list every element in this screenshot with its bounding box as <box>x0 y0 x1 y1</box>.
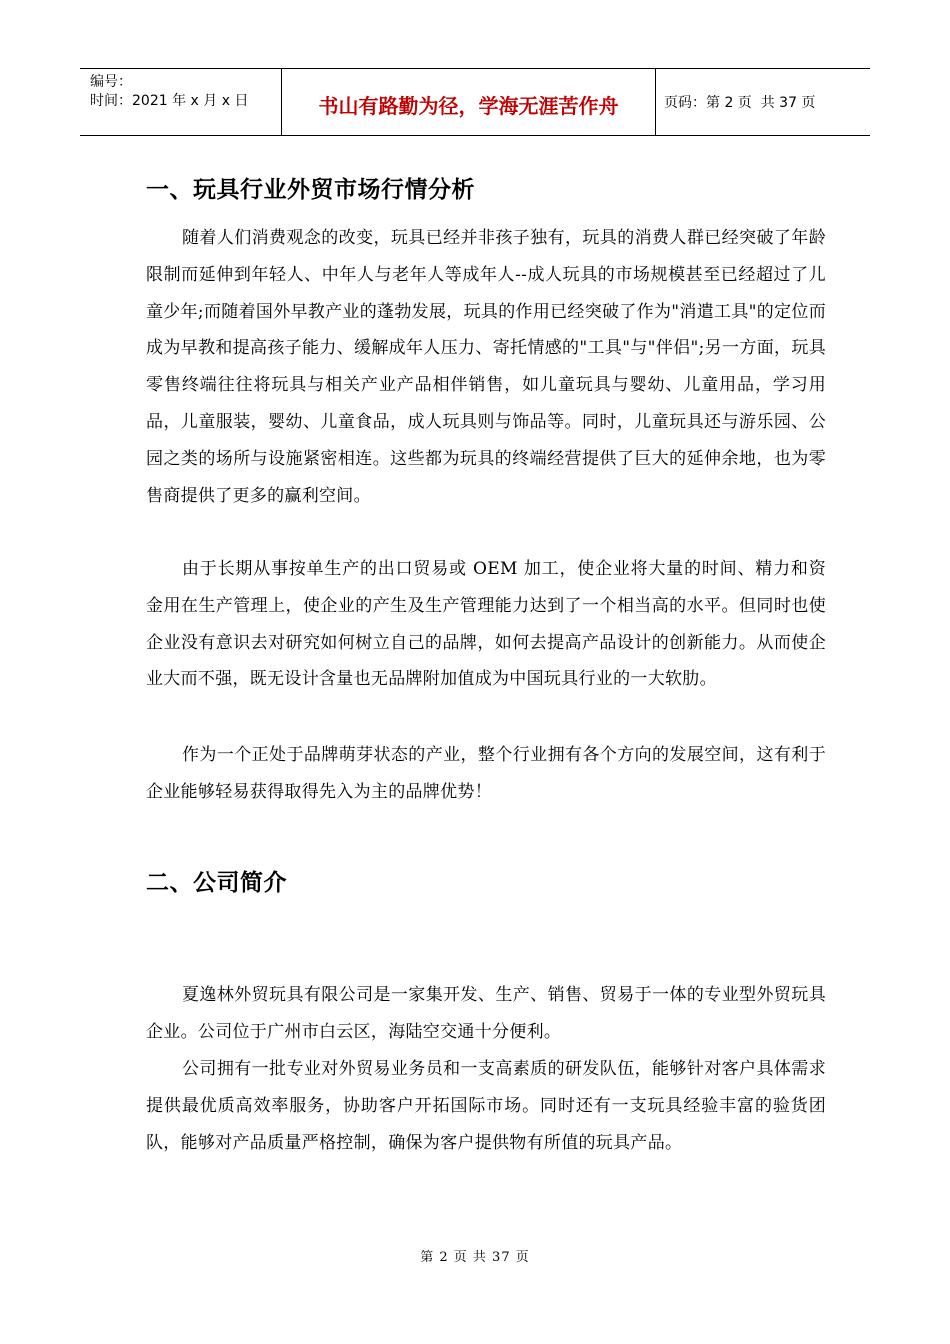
document-header <box>80 68 870 136</box>
paragraph-market-oem: 由于长期从事按单生产的出口贸易或 OEM 加工，使企业将大量的时间、精力和资金用在生产管理上，使企业的产生及生产管理能力达到了一个相当高的水平。但同时也使企业没有意识去对研究如何树立自己的品牌，如何去提高产品设计的创新能力。从而使企业大而不强，既无设计含量也无品牌附加值成为中国玩具行业的一大软肋。 <box>146 559 826 690</box>
header-meta-cell <box>80 69 282 135</box>
paragraph-company-team: 公司拥有一批专业对外贸易业务员和一支高素质的研发队伍，能够针对客户具体需求提供最优质高效率服务，协助客户开拓国际市场。同时还有一支玩具经验丰富的验货团队，能够对产品质量严格控制，确保为客户提供物有所值的玩具产品。 <box>146 1059 826 1153</box>
paragraph-market-brand: 作为一个正处于品牌萌芽状态的产业，整个行业拥有各个方向的发展空间，这有利于企业能够轻易获得取得先入为主的品牌优势！ <box>146 745 826 802</box>
page-footer: 第 2 页 共 37 页 <box>420 1250 530 1265</box>
paragraph-market-consumption: 随着人们消费观念的改变，玩具已经并非孩子独有，玩具的消费人群已经突破了年龄限制而延伸到年轻人、中年人与老年人等成年人--成人玩具的市场规模甚至已经超过了儿童少年;而随着国外早教产业的蓬勃发展，玩具的作用已经突破了作为"消遣工具"的定位而成为早教和提高孩子能力、缓解成年人压力、寄托情感的"工具"与"伴侣";另一方面，玩具零售终端往往将玩具与相关产业产品相伴销售，如儿童玩具与婴幼、儿童用品，学习用品，儿童服装，婴幼、儿童食品，成人玩具则与饰品等。同时，儿童玩具还与游乐园、公园之类的场所与设施紧密相连。这些都为玩具的终端经营提供了巨大的延伸余地，也为零售商提供了更多的赢利空间。 <box>146 228 826 506</box>
section-title-market-analysis: 一、玩具行业外贸市场行情分析 <box>146 177 475 203</box>
section-title-company-intro: 二、公司简介 <box>146 870 287 896</box>
paragraph-company-overview: 夏逸林外贸玩具有限公司是一家集开发、生产、销售、贸易于一体的专业型外贸玩具企业。公司位于广州市白云区，海陆空交通十分便利。 <box>146 985 826 1042</box>
document-number-label: 编号： <box>90 74 132 90</box>
document-date: 时间：2021 年 x 月 x 日 <box>90 93 249 109</box>
header-motto: 书山有路勤为径，学海无涯苦作舟 <box>318 93 619 118</box>
header-page-cell <box>656 69 870 135</box>
header-page-info: 页码：第 2 页 共 37 页 <box>664 95 816 111</box>
header-motto-cell <box>282 69 656 135</box>
